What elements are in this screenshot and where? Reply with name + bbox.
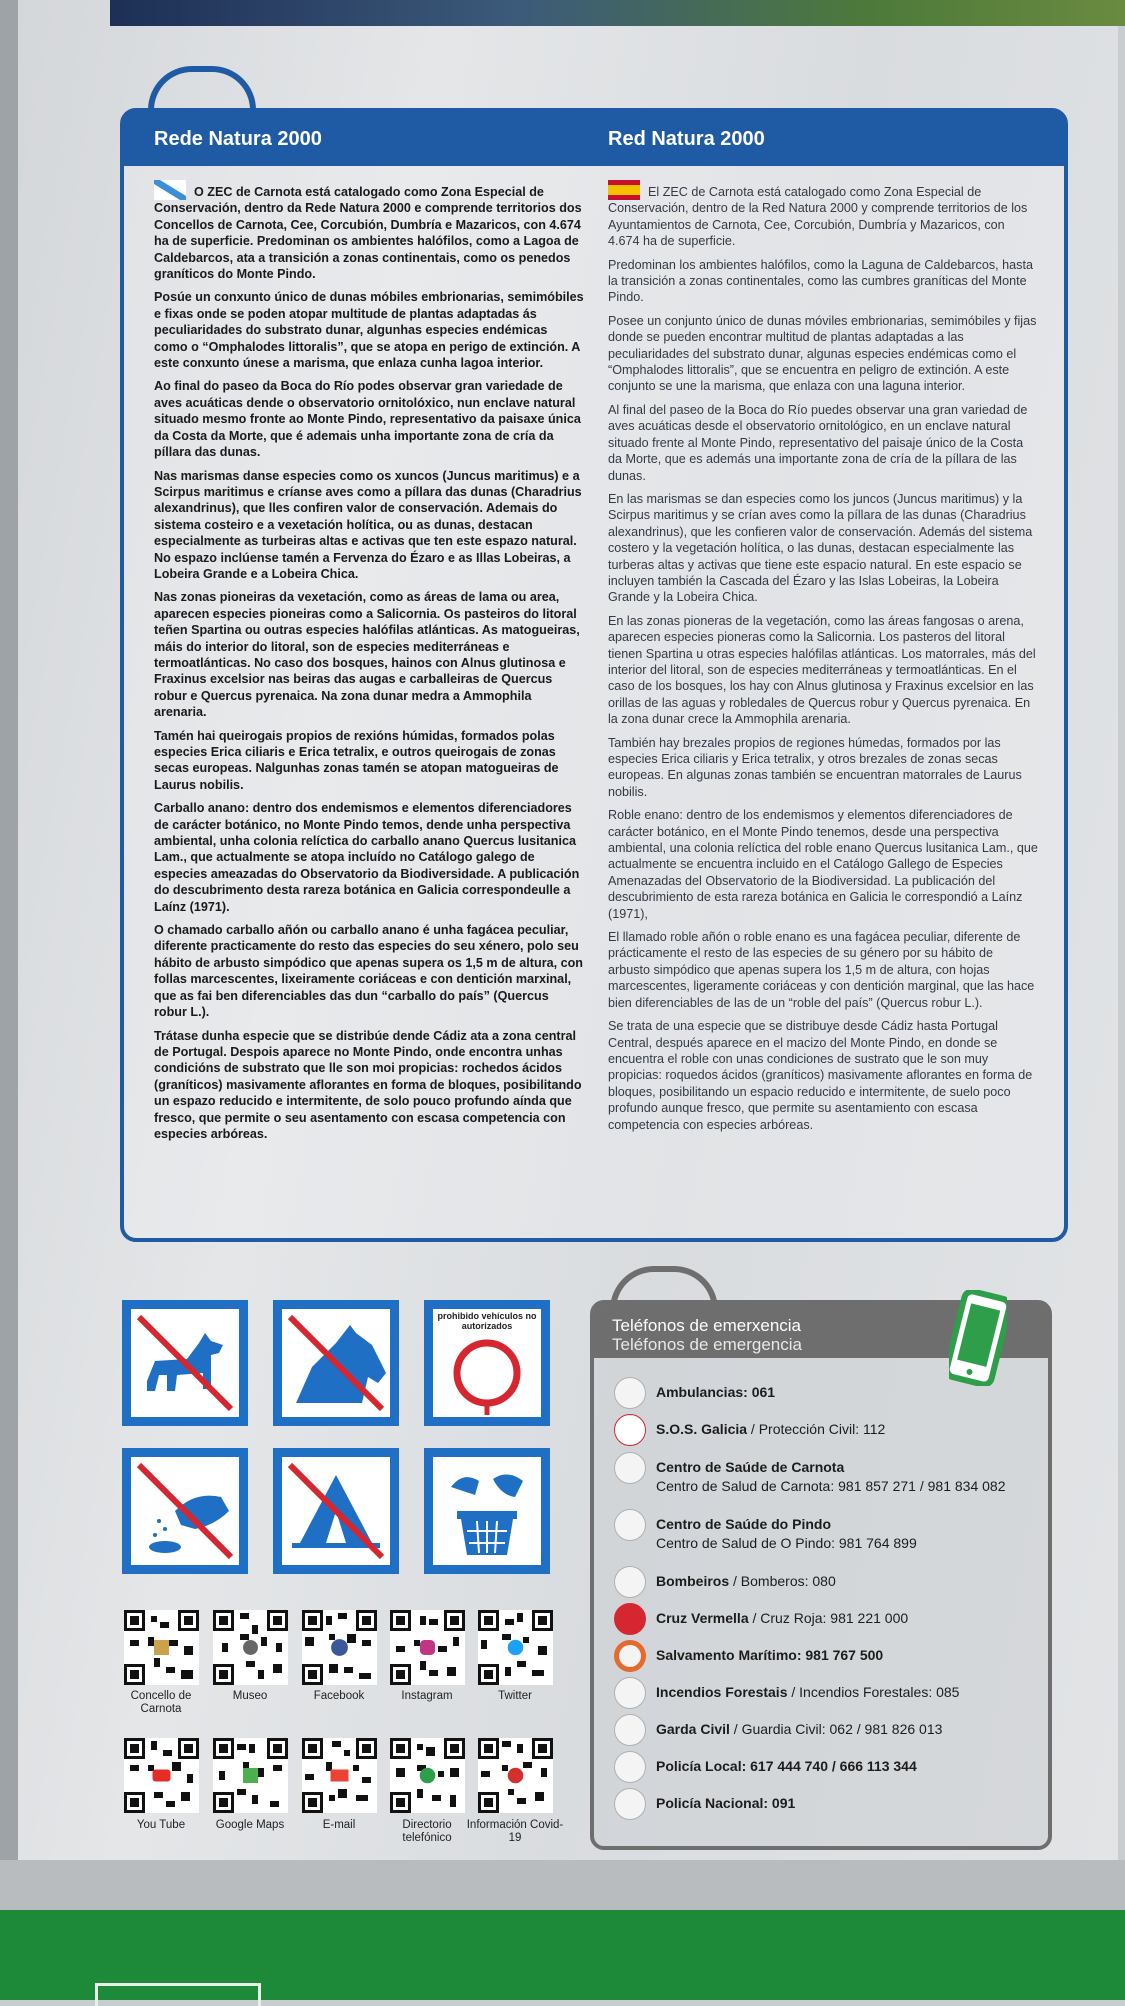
column-galician xyxy=(154,180,584,1149)
qr-facebook[interactable] xyxy=(302,1610,377,1685)
no-dogs-sign xyxy=(122,1300,248,1426)
use-bin-sign xyxy=(424,1448,550,1574)
es-p8: Roble enano: dentro de los endemismos y elementos diferenciadores de carácter botánico, en el Monte Pindo tenemos, desde una perspectiva ambiental, una colonia relíctica del roble enano Quercus lusitanica Lam., que actualmente se encuentra incluido en el Catálogo Gallego de Especies Amenazadas del Observatorio de la Biodiversidad. La publicación del descubrimiento de esta rareza botánica en Galicia le correspondió a Laínz (1971), xyxy=(608,808,1038,921)
galicia-flag-icon xyxy=(154,180,186,200)
title-gl: Rede Natura 2000 xyxy=(154,128,322,150)
qr-covid[interactable] xyxy=(478,1738,553,1813)
qr-google-maps[interactable] xyxy=(213,1738,288,1813)
phone-garda-value: / Guardia Civil: 062 / 981 826 013 xyxy=(729,1721,943,1737)
no-horses-sign xyxy=(273,1300,399,1426)
es-p3: Posee un conjunto único de dunas móviles embrionarias, semimóbiles y fijas donde se pueden encontrar multitud de plantas adaptadas a las peculiaridades del substrato dunar, algunas especies endémicas como el “Omphalodes littoralis”, que se encuentra en peligro de extinción. A este conjunto se une la marisma, que enlaza con una laguna interior. xyxy=(608,313,1037,394)
bottom-shadow xyxy=(0,1860,1125,1910)
no-entry-circle-icon xyxy=(427,1303,547,1423)
gl-p5: Nas zonas pioneiras da vexetación, como as áreas de lama ou area, aparecen especies pioneiras como a Salicornia. Os pasteiros do litoral teñen Spartina ou outras especies halófilas atlánticas. As matogueiras, máis do interior do litoral, son de especies mediterráneas e termoatlánticas. No caso dos bosques, hainos con Alnus glutinosa e Fraxinus excelsior nas beiras das augas e carballeiras de Quercus robur e Quercus pyrenaica. Na zona dunar medra a Ammophila arenaria. xyxy=(154,590,580,720)
qr-label-twitter: Twitter xyxy=(498,1690,532,1702)
health-center-icon xyxy=(614,1452,646,1484)
phone-ambulancias: Ambulancias: 061 xyxy=(656,1384,776,1400)
green-band-tab xyxy=(95,1983,261,2006)
phone-policia-local: Policía Local: 617 444 740 / 666 113 344 xyxy=(656,1758,917,1774)
litter-bin-icon xyxy=(427,1451,547,1571)
phone-saude-carnota-gl: Centro de Saúde de Carnota xyxy=(656,1459,845,1475)
top-photo-strip xyxy=(110,0,1125,26)
phone-bombeiros-label: Bombeiros xyxy=(656,1573,730,1589)
spain-flag-icon xyxy=(608,180,640,200)
civil-guard-icon xyxy=(614,1714,646,1746)
no-camping-sign xyxy=(273,1448,399,1574)
gl-p3: Ao final do paseo da Boca do Río podes observar gran variedade de aves acuáticas dende o observatorio ornitolóxico, nun enclave natural situado mesmo fronte ao Monte Pindo, representativo da paisaxe única da Costa da Morte, que é ademais unha importante zona de cría da píllara das dunas. xyxy=(154,379,581,460)
ambulance-icon xyxy=(614,1377,646,1409)
phone-cruz-label: Cruz Vermella xyxy=(656,1610,749,1626)
qr-concello[interactable] xyxy=(124,1610,199,1685)
phones-title-es: Teléfonos de emergencia xyxy=(612,1335,802,1354)
qr-label-museo: Museo xyxy=(232,1690,268,1702)
firefighter-icon xyxy=(614,1566,646,1598)
qr-twitter[interactable] xyxy=(478,1610,553,1685)
qr-label-facebook: Facebook xyxy=(313,1690,365,1702)
red-cross-icon xyxy=(614,1603,646,1635)
es-p9: El llamado roble añón o roble enano es una fagácea peculiar, diferente de prácticamente el resto de las especies de su género por su hábito de arbusto simpódico que apenas supera los 1,5 m de altura, con hojas marcescentes, ligeramente coriáceas y con dentición marginal, que las hace bien diferenciables de las de un “roble del país” (Quercus robur L.). xyxy=(608,930,1035,1010)
horse-icon xyxy=(276,1303,396,1423)
national-police-icon xyxy=(614,1788,646,1820)
gl-p9: Trátase dunha especie que se distribúe dende Cádiz ata a zona central de Portugal. Despois aparece no Monte Pindo, onde encontra unhas condicións de substrato que lle son moi propicias: rochedos ácidos (graníticos) masivamente aflorantes en forma de bloques, posibilitando un espazo reducido e intermitente, de solo pouco profundo aínda que fresco, que permite o seu asentamento con escasa competencia con especies arbóreas. xyxy=(154,1028,582,1141)
local-police-icon xyxy=(614,1751,646,1783)
mobile-phone-icon xyxy=(949,1290,1007,1386)
hand-feeding-icon xyxy=(125,1451,245,1571)
emergency-phones-box xyxy=(590,1300,1052,1850)
es-p5: En las marismas se dan especies como los juncos (Juncus maritimus) y la Scirpus maritimus y se crían aves como la píllara de las dunas (Charadrius alexandrinus), que les confieren valor de conservación. Además del sistema costero y la vegetación holítica, o las dunas, destacan especialmente las turberas altas y activas que tiene este espacio natural. En este espacio se incluyen también la Cascada del Ézaro y las Islas Lobeiras, la Lobeira Grande y la Lobeira Chica. xyxy=(608,491,1033,605)
gl-p6: Tamén hai queirogais propios de rexións húmidas, formados polas especies Erica ciliaris e Erica tetralix, e outros queirogais de zonas secas europeas. Nalgunhas zonas tamén se atopan matogueiras de Laurus nobilis. xyxy=(154,728,559,792)
es-p7: También hay brezales propios de regiones húmedas, formados por las especies Erica ciliaris y Erica tetralix, y otros brezales de zonas secas europeas. En algunas zonas también se encuentran matorrales de Laurus nobilis. xyxy=(608,735,1022,799)
qr-label-email: E-mail xyxy=(322,1819,356,1831)
qr-youtube[interactable] xyxy=(124,1738,199,1813)
no-feeding-sign xyxy=(122,1448,248,1574)
qr-label-concello: Concello de Carnota xyxy=(130,1690,192,1715)
es-p2: Predominan los ambientes halófilos, como la Laguna de Caldebarcos, hasta la transición a zonas continentales, como las cumbres graníticas del Monte Pindo. xyxy=(608,257,1033,305)
phone-saude-pindo-gl: Centro de Saúde do Pindo xyxy=(656,1516,832,1532)
column-spanish xyxy=(608,180,1038,1140)
phone-sos-label: S.O.S. Galicia xyxy=(656,1421,748,1437)
qr-instagram[interactable] xyxy=(390,1610,465,1685)
qr-email[interactable] xyxy=(302,1738,377,1813)
rede-natura-header xyxy=(124,112,1064,166)
no-vehicles-text: prohibido vehículos no autorizados xyxy=(437,1311,537,1331)
dog-icon xyxy=(125,1303,245,1423)
qr-label-directorio: Directorio telefónico xyxy=(402,1819,452,1844)
es-p4: Al final del paseo de la Boca do Río puedes observar una gran variedad de aves acuáticas desde el observatorio ornitológico, en un enclave natural situado frente al Monte Pindo, representativo del paisaje único de la Costa da Morte, que es además una importante zona de cría de la píllara de las dunas. xyxy=(608,402,1028,483)
phone-sos-value: / Protección Civil: 112 xyxy=(747,1421,886,1437)
phones-title-gl: Teléfonos de emerxencia xyxy=(612,1316,802,1335)
phone-salvamento: Salvamento Marítimo: 981 767 500 xyxy=(656,1647,884,1663)
gl-p1: O ZEC de Carnota está catalogado como Zona Especial de Conservación, dentro da Rede Natura 2000 e comprende territorios dos Concellos de Carnota, Cee, Corcubión, Dumbría e Mazaricos, con 4.674 ha de superficie. Predominan os ambientes halófilos, como a Lagoa de Caldebarcos, ata a transición a zonas continentais, como os penedos graníticos do Monte Pindo. xyxy=(154,185,582,282)
phone-incendios-label: Incendios Forestais xyxy=(656,1684,788,1700)
health-center-icon xyxy=(614,1509,646,1541)
gl-p2: Posúe un conxunto único de dunas móbiles embrionarias, semimóbiles e fixas onde se poden atopar multitude de plantas adaptadas ás peculiaridades do substrato dunar, algunhas especies endémicas como o “Omphalodes littoralis”, que se atopa en perigo de extinción. A este conxunto únese a marisma, que enlaza cunha lagoa interior. xyxy=(154,290,584,371)
phone-bombeiros-value: / Bomberos: 080 xyxy=(729,1573,836,1589)
gl-p8: O chamado carballo añón ou carballo anano é unha fagácea peculiar, diferente practicamente do resto das especies do seu xénero, polo seu hábito de arbusto simpódico que apenas supera os 1,5 m de altura, con follas marcescentes, lixeiramente coriáceas e con dentición marxinal, que as fai ben diferenciables das dun “carballo do país” (Quercus robur L.). xyxy=(154,923,583,1020)
phone-saude-carnota-es: Centro de Salud de Carnota: 981 857 271 / 981 834 082 xyxy=(656,1478,1006,1494)
forest-fire-icon xyxy=(614,1677,646,1709)
tent-icon xyxy=(276,1451,396,1571)
es-p6: En las zonas pioneras de la vegetación, como las áreas fangosas o arena, aparecen especies pioneras como la Salicornia. Los pasteros del litoral tienen Spartina u otras especies halófilas atlánticas. Los matorrales, más del interior del litoral, son de especies mediterráneas y termoatlánticas. En el caso de los bosques, los hay con Alnus glutinosa y Fraxinus excelsior en las orillas de las aguas y robledales de Quercus robur y Quercus pyrenaica. En la zona dunar crece la Ammophila arenaria. xyxy=(608,613,1036,727)
no-vehicles-sign xyxy=(424,1300,550,1426)
gl-p7: Carballo anano: dentro dos endemismos e elementos diferenciadores de carácter botánico, no Monte Pindo temos, dende unha perspectiva ambiental, unha colonia relíctica do carballo anano Quercus lusitanica Lam., que actualmente se atopa incluído no Catálogo galego de especies ameazadas do Observatorio da Biodiversidade. A publicación do descubrimento desta rareza botánica en Galicia correspondeulle a Laínz (1971). xyxy=(154,801,580,914)
qr-label-youtube: You Tube xyxy=(136,1819,186,1831)
lifebuoy-icon xyxy=(614,1640,646,1672)
qr-label-google-maps: Google Maps xyxy=(215,1819,285,1831)
phone-policia-nacional: Policía Nacional: 091 xyxy=(656,1795,796,1811)
qr-label-covid: Información Covid-19 xyxy=(466,1819,564,1844)
qr-directorio[interactable] xyxy=(390,1738,465,1813)
left-shadow xyxy=(0,0,18,2000)
green-base-band xyxy=(0,1910,1125,2000)
rede-natura-box xyxy=(120,108,1068,1242)
phone-incendios-value: / Incendios Forestales: 085 xyxy=(787,1684,960,1700)
phone-cruz-value: / Cruz Roja: 981 221 000 xyxy=(748,1610,909,1626)
qr-museo[interactable] xyxy=(213,1610,288,1685)
es-p1: El ZEC de Carnota está catalogado como Zona Especial de Conservación, dentro de la Red Natura 2000 y comprende territorios de los Ayuntamientos de Carnota, Cee, Corcubión, Dumbría y Mazaricos, con 4.674 ha de superficie. xyxy=(608,185,1028,249)
phone-saude-pindo-es: Centro de Salud de O Pindo: 981 764 899 xyxy=(656,1535,917,1551)
sos-icon xyxy=(614,1414,646,1446)
title-es: Red Natura 2000 xyxy=(608,128,765,150)
phone-garda-label: Garda Civil xyxy=(656,1721,730,1737)
gl-p4: Nas marismas danse especies como os xuncos (Juncus maritimus) e a Scirpus maritimus e críanse aves como a píllara das dunas (Charadrius alexandrinus), que lles confiren valor de conservación. Ademais do sistema costeiro e a vexetación holítica, ou as dunas, destacan especialmente as turbeiras altas e activas que ten este espazo natural. No espazo inclúense tamén a Fervenza do Ézaro e as Illas Lobeiras, a Lobeira Grande e a Lobeira Chica. xyxy=(154,468,582,581)
qr-label-instagram: Instagram xyxy=(401,1690,453,1702)
es-p10: Se trata de una especie que se distribuye desde Cádiz hasta Portugal Central, después aparece en el macizo del Monte Pindo, en donde se encuentra el roble con unas condiciones de sustrato que le son muy propicias: roquedos ácidos (graníticos) masivamente aflorantes en forma de bloques, posibilitando un espacio reducido e intermitente, de suelo poco profundo aunque fresco, que permite su asentamiento con escasa competencia con especies arbóreas. xyxy=(608,1019,1033,1132)
